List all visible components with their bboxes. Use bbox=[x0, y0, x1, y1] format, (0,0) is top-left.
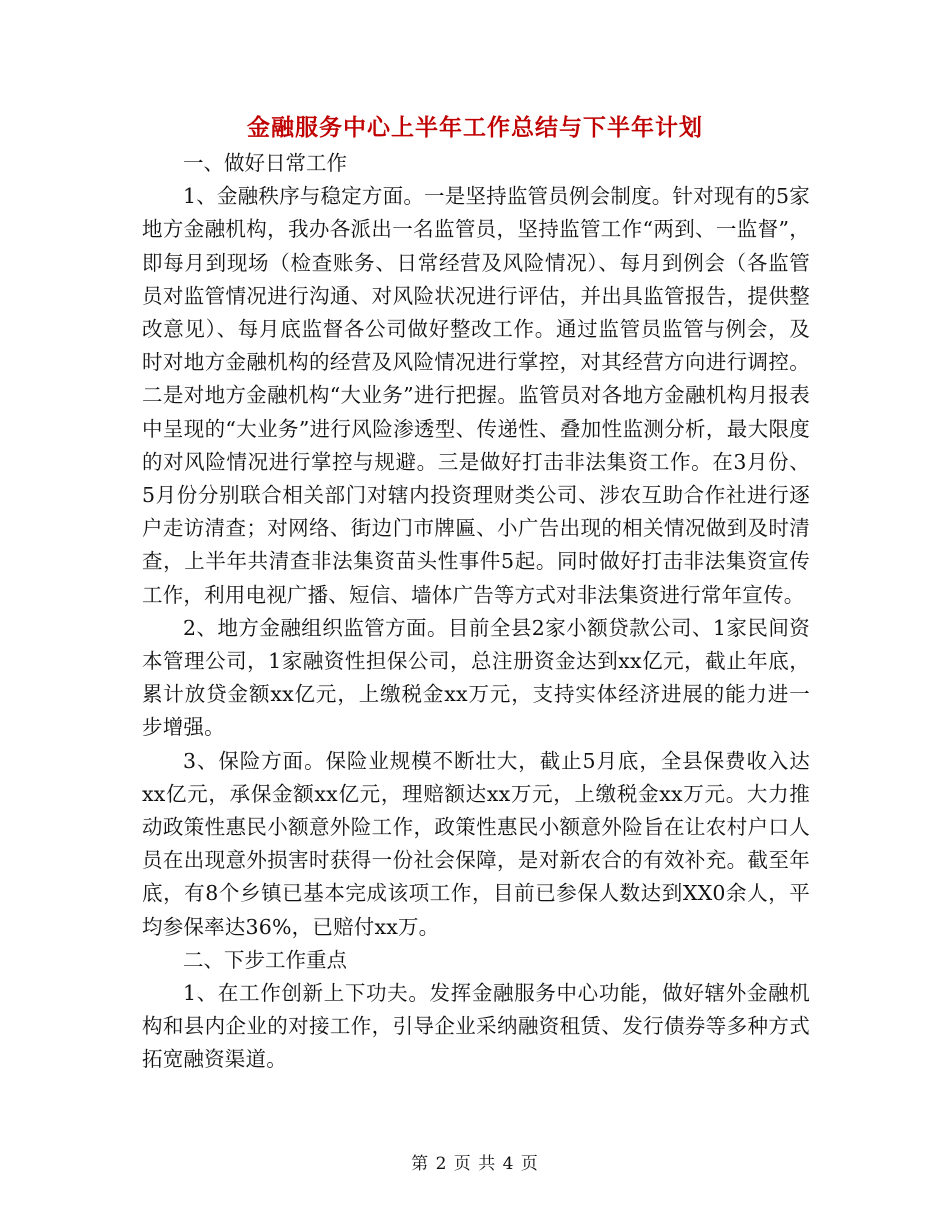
paragraph-insurance: 3、保险方面。保险业规模不断壮大，截止5月底，全县保费收入达xx亿元，承保金额xx亿元，理赔额达xx万元，上缴税金xx万元。大力推动政策性惠民小额意外险工作，政策性惠民小额意外险旨在让农村户口人员在出现意外损害时获得一份社会保障，是对新农合的有效补充。截至年底，有8个乡镇已基本完成该项工作，目前已参保人数达到XX0余人，平均参保率达36%，已赔付xx万。 bbox=[142, 748, 810, 939]
page-footer: 第 2 页 共 4 页 bbox=[411, 1154, 539, 1174]
document-body bbox=[142, 147, 810, 1077]
document-title: 金融服务中心上半年工作总结与下半年计划 bbox=[247, 114, 703, 141]
paragraph-local-supervision: 2、地方金融组织监管方面。目前全县2家小额贷款公司、1家民间资本管理公司，1家融资性担保公司，总注册资金达到xx亿元，截止年底，累计放贷金额xx亿元，上缴税金xx万元，支持实体经济进展的能力进一步增强。 bbox=[142, 615, 810, 740]
paragraph-innovation: 1、在工作创新上下功夫。发挥金融服务中心功能，做好辖外金融机构和县内企业的对接工作，引导企业采纳融资租赁、发行债券等多种方式拓宽融资渠道。 bbox=[142, 981, 810, 1072]
paragraph-financial-order: 1、金融秩序与稳定方面。一是坚持监管员例会制度。针对现有的5家地方金融机构，我办各派出一名监管员，坚持监管工作“两到、一监督”，即每月到现场（检查账务、日常经营及风险情况）、每月到例会（各监管员对监管情况进行沟通、对风险状况进行评估，并出具监管报告，提供整改意见）、每月底监督各公司做好整改工作。通过监管员监管与例会，及时对地方金融机构的经营及风险情况进行掌控，对其经营方向进行调控。二是对地方金融机构“大业务”进行把握。监管员对各地方金融机构月报表中呈现的“大业务”进行风险渗透型、传递性、叠加性监测分析，最大限度的对风险情况进行掌控与规避。三是做好打击非法集资工作。在3月份、5月份分别联合相关部门对辖内投资理财类公司、涉农互助合作社进行逐户走访清查；对网络、街边门市牌匾、小广告出现的相关情况做到及时清查，上半年共清查非法集资苗头性事件5起。同时做好打击非法集资宣传工作，利用电视广播、短信、墙体广告等方式对非法集资进行常年宣传。 bbox=[142, 184, 810, 607]
section-heading-1: 一、做好日常工作 bbox=[183, 151, 347, 175]
section-heading-2: 二、下步工作重点 bbox=[183, 947, 347, 972]
